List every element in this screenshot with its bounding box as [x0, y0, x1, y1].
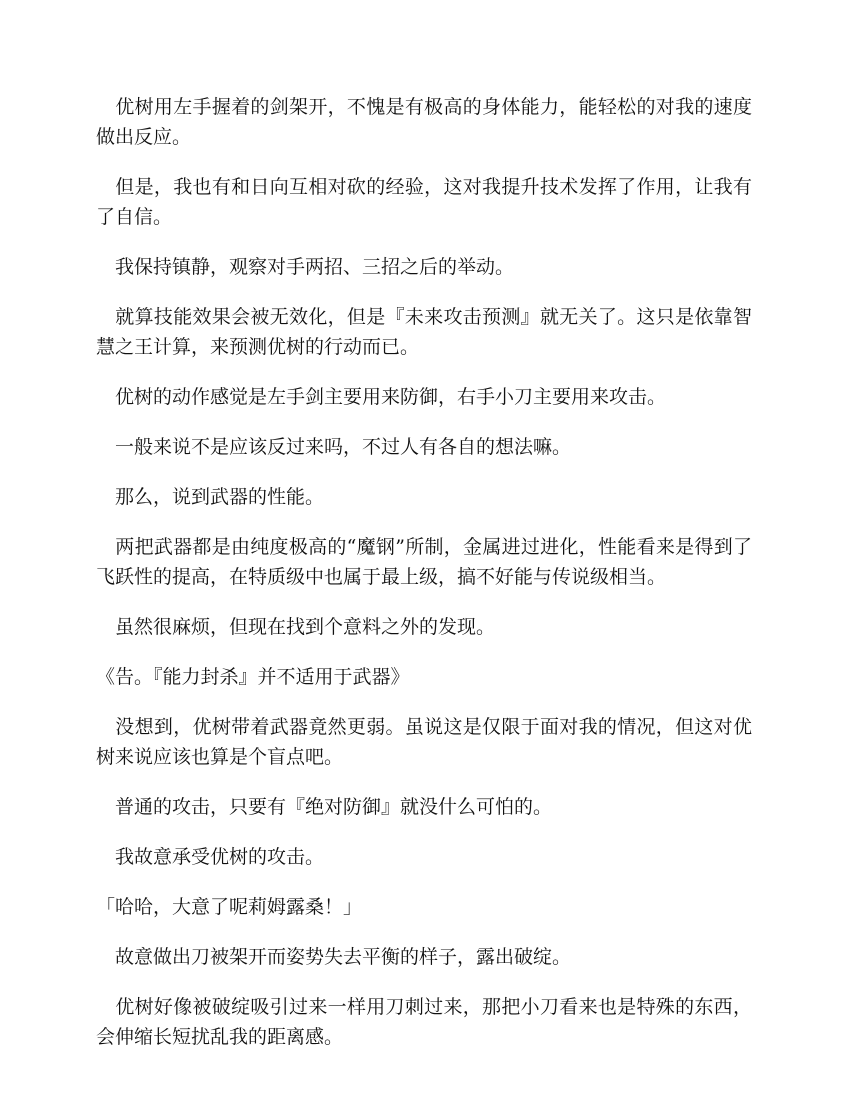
paragraph: 那么，说到武器的性能。: [96, 486, 325, 508]
paragraph: 故意做出刀被架开而姿势失去平衡的样子，露出破绽。: [96, 946, 572, 968]
paragraph: 优树的动作感觉是左手剑主要用来防御，右手小刀主要用来攻击。: [96, 386, 667, 408]
paragraph: 没想到，优树带着武器竟然更弱。虽说这是仅限于面对我的情况，但这对优树来说应该也算是个盲点吧。: [96, 716, 752, 768]
paragraph: 一般来说不是应该反过来吗，不过人有各自的想法嘛。: [96, 436, 572, 458]
paragraph: 就算技能效果会被无效化，但是『未来攻击预测』就无关了。这只是依靠智慧之王计算，来预测优树的行动而已。: [96, 306, 752, 358]
paragraph: 普通的攻击，只要有『绝对防御』就没什么可怕的。: [96, 796, 553, 818]
paragraph: 优树用左手握着的剑架开，不愧是有极高的身体能力，能轻松的对我的速度做出反应。: [96, 96, 752, 148]
paragraph: 虽然很麻烦，但现在找到个意料之外的发现。: [96, 616, 496, 638]
paragraph: 两把武器都是由纯度极高的“魔钢”所制，金属进过进化，性能看来是得到了飞跃性的提高，在特质级中也属于最上级，搞不好能与传说级相当。: [96, 536, 752, 588]
document-body: [96, 92, 752, 1072]
paragraph: 但是，我也有和日向互相对砍的经验，这对我提升技术发挥了作用，让我有了自信。: [96, 176, 752, 228]
paragraph: 优树好像被破绽吸引过来一样用刀刺过来，那把小刀看来也是特殊的东西，会伸缩长短扰乱我的距离感。: [96, 996, 752, 1048]
paragraph: 我保持镇静，观察对手两招、三招之后的举动。: [96, 256, 515, 278]
paragraph: 「哈哈，大意了呢莉姆露桑！」: [96, 896, 363, 918]
paragraph: 我故意承受优树的攻击。: [96, 846, 325, 868]
paragraph: 《告。『能力封杀』并不适用于武器》: [96, 666, 410, 688]
